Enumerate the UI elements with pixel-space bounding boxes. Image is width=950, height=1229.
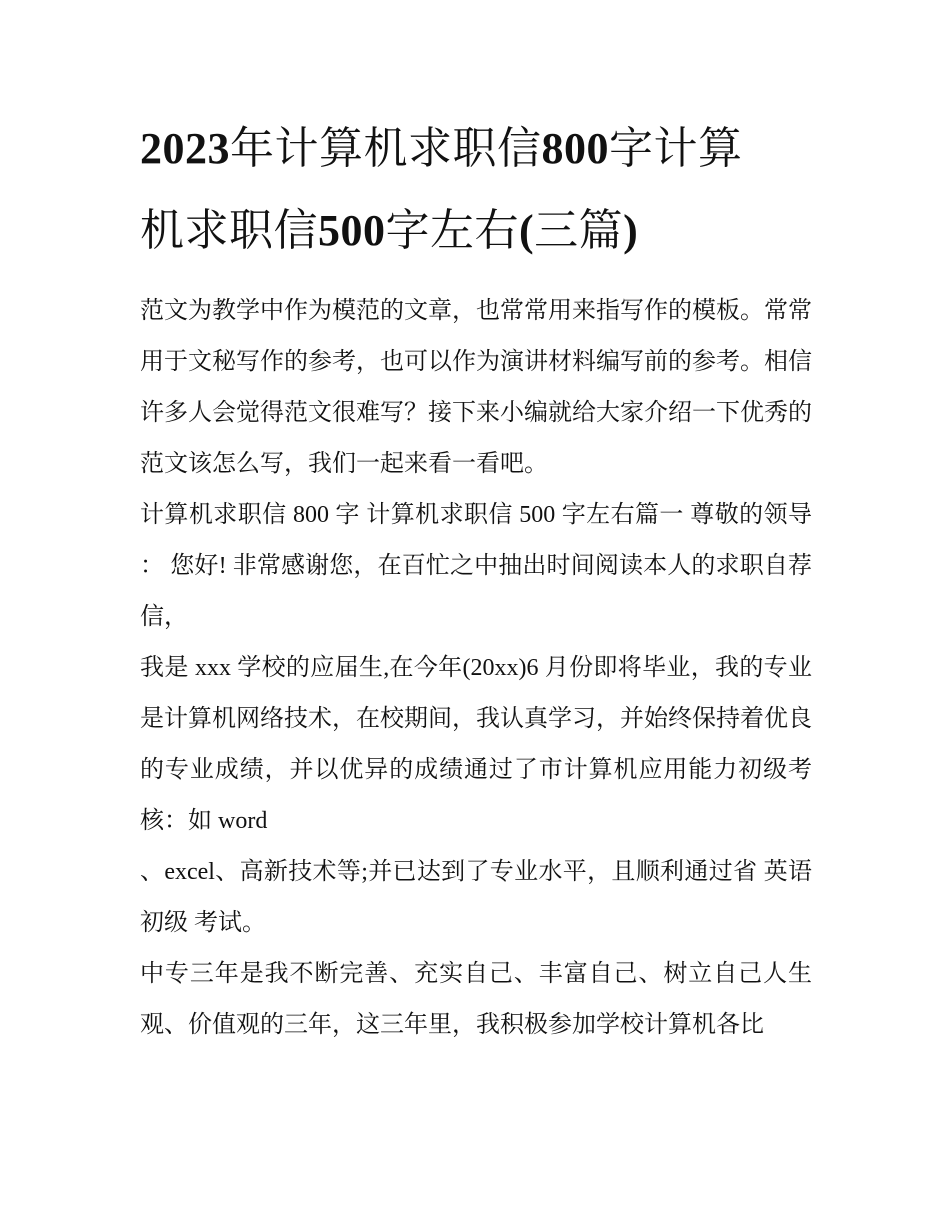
education-paragraph: 我是 xxx 学校的应届生,在今年(20xx)6 月份即将毕业，我的专业是计算机网络技术，在校期间，我认真学习，并始终保持着优良的专业成绩，并以优异的成绩通过了市计算机应用能力初级考核：如 word [140,655,812,834]
title-part: 年计算机求职信 [230,124,542,173]
title-part: 三篇 [534,206,624,255]
document-title [140,108,780,272]
title-part: 2023 [140,124,230,173]
title-part: 字左右 [385,206,519,255]
title-part: 字计算机求职信 [140,124,743,255]
title-part: 800 [541,124,609,173]
document-body [140,108,812,1051]
skills-paragraph: 、excel、高新技术等;并已达到了专业水平，且顺利通过省 英语 初级 考试。 [140,859,812,936]
title-part: 500 [318,206,386,255]
letter-salutation-paragraph: 计算机求职信 800 字 计算机求职信 500 字左右篇一 尊敬的领导 ： 您好! 非常感谢您，在百忙之中抽出时间阅读本人的求职自荐信， [140,502,812,630]
title-part: ) [623,206,639,255]
intro-paragraph: 范文为教学中作为模范的文章，也常常用来指写作的模板。常常用于文秘写作的参考，也可以作为演讲材料编写前的参考。相信许多人会觉得范文很难写？接下来小编就给大家介绍一下优秀的范文该怎么写，我们一起来看一看吧。 [140,298,812,477]
title-part: ( [519,206,535,255]
experience-paragraph: 中专三年是我不断完善、充实自己、丰富自己、树立自己人生观、价值观的三年，这三年里，我积极参加学校计算机各比 [140,961,812,1038]
